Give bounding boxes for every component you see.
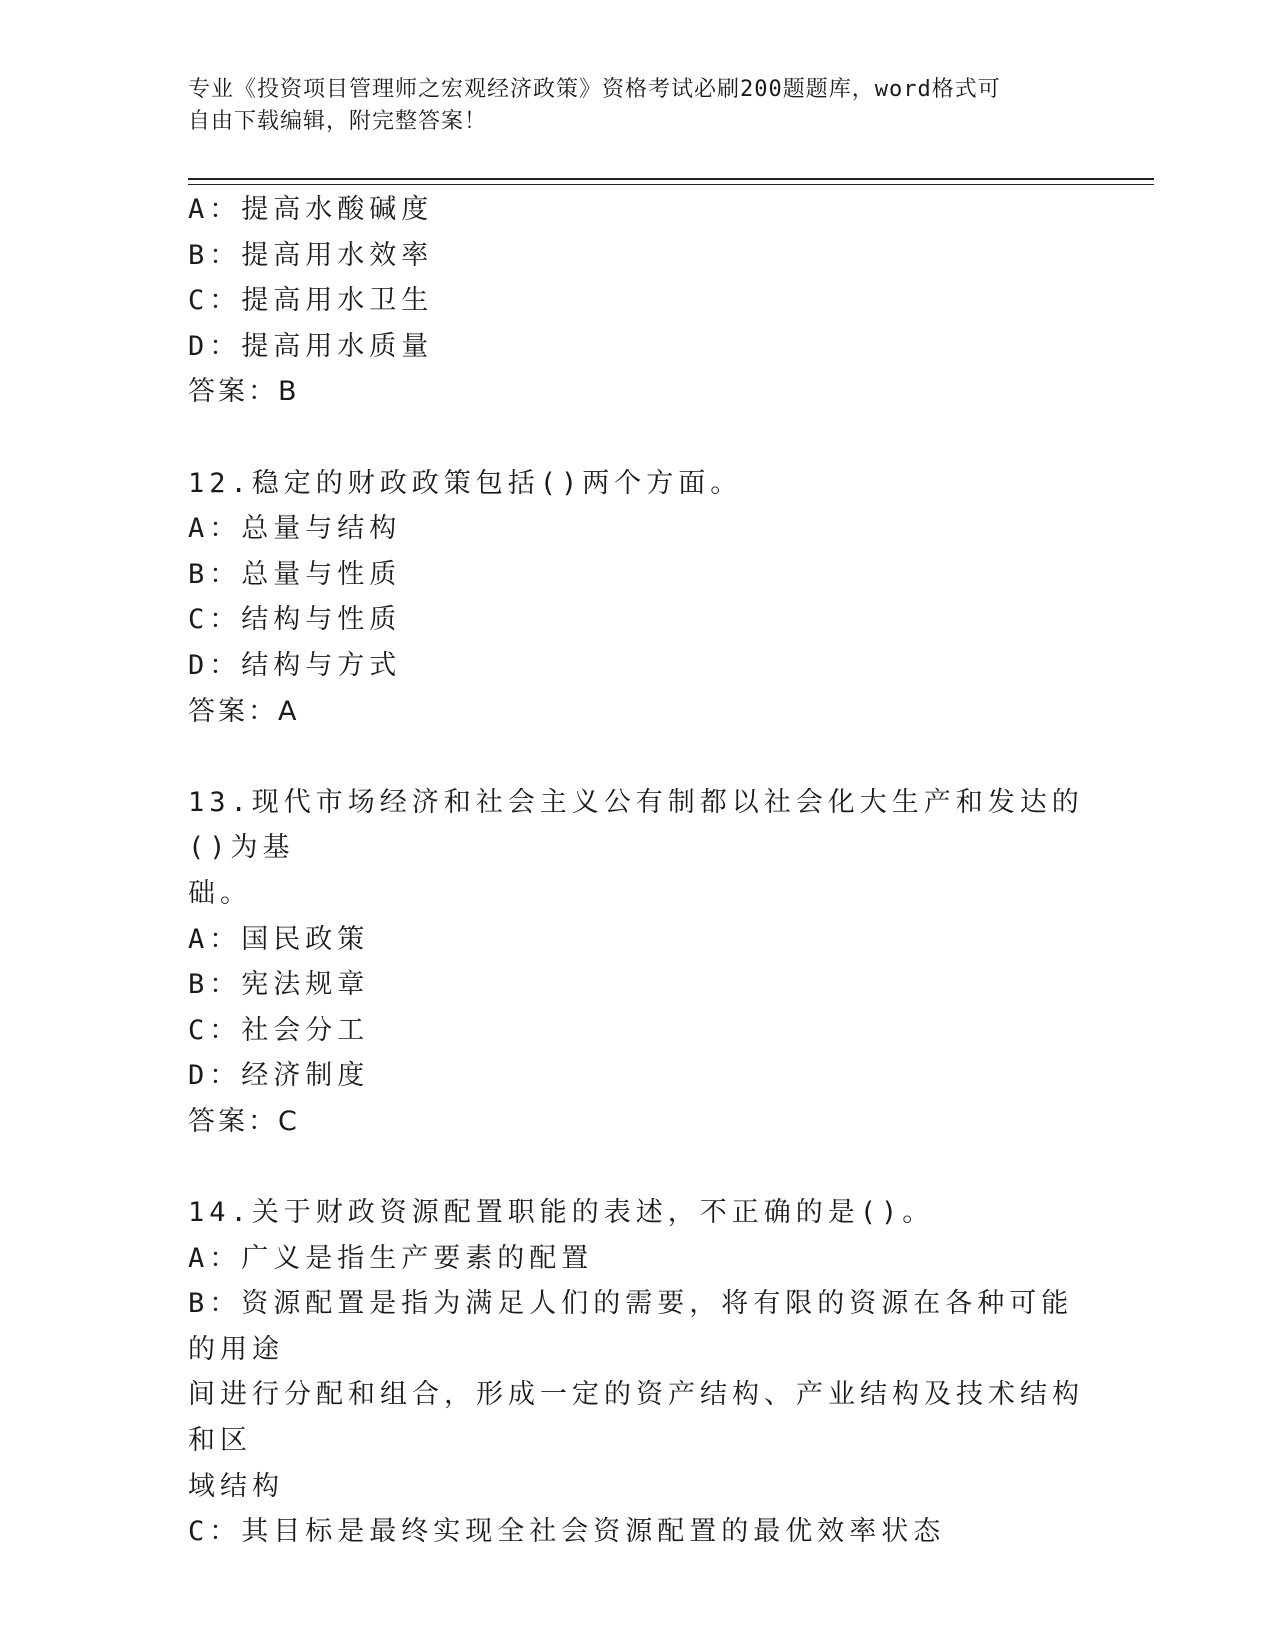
header-line-2: 自由下载编辑，附完整答案！ [188, 109, 488, 134]
spacer [188, 734, 1088, 780]
option-b: B：提高用水效率 [188, 239, 434, 271]
option-a: A：广义是指生产要素的配置 [188, 1242, 594, 1274]
option-c: C：其目标是最终实现全社会资源配置的最优效率状态 [188, 1516, 946, 1548]
option-c: C：提高用水卫生 [188, 285, 434, 317]
header-line-1: 专业《投资项目管理师之宏观经济政策》资格考试必刷200题题库，word格式可 [188, 77, 1001, 102]
question-12-stem: 12.稳定的财政政策包括()两个方面。 [188, 467, 743, 499]
option-d: D：经济制度 [188, 1060, 370, 1092]
option-c: C：结构与性质 [188, 604, 402, 636]
document-header [188, 74, 1068, 138]
answer: 答案：A [188, 695, 300, 727]
answer: 答案：B [188, 376, 300, 408]
option-b: B：总量与性质 [188, 558, 402, 590]
spacer [188, 1144, 1088, 1190]
option-b-cont: 间进行分配和组合，形成一定的资产结构、产业结构及技术结构和区 [188, 1379, 1084, 1457]
option-b-cont: 域结构 [188, 1470, 284, 1502]
question-13-stem-cont: 础。 [188, 877, 252, 909]
option-b: B：资源配置是指为满足人们的需要，将有限的资源在各种可能的用途 [188, 1288, 1074, 1365]
option-d: D：结构与方式 [188, 649, 402, 681]
question-13-stem: 13.现代市场经济和社会主义公有制都以社会化大生产和发达的()为基 [188, 786, 1084, 864]
question-list [188, 187, 1088, 1555]
option-a: A：总量与结构 [188, 513, 402, 545]
question-14-stem: 14.关于财政资源配置职能的表述，不正确的是()。 [188, 1197, 935, 1229]
option-d: D：提高用水质量 [188, 330, 434, 362]
header-divider [188, 178, 1154, 185]
option-a: A：国民政策 [188, 923, 370, 955]
answer: 答案：C [188, 1105, 300, 1137]
spacer [188, 415, 1088, 461]
option-b: B：宪法规章 [188, 969, 370, 1001]
option-c: C：社会分工 [188, 1014, 370, 1046]
option-a: A：提高水酸碱度 [188, 194, 434, 225]
